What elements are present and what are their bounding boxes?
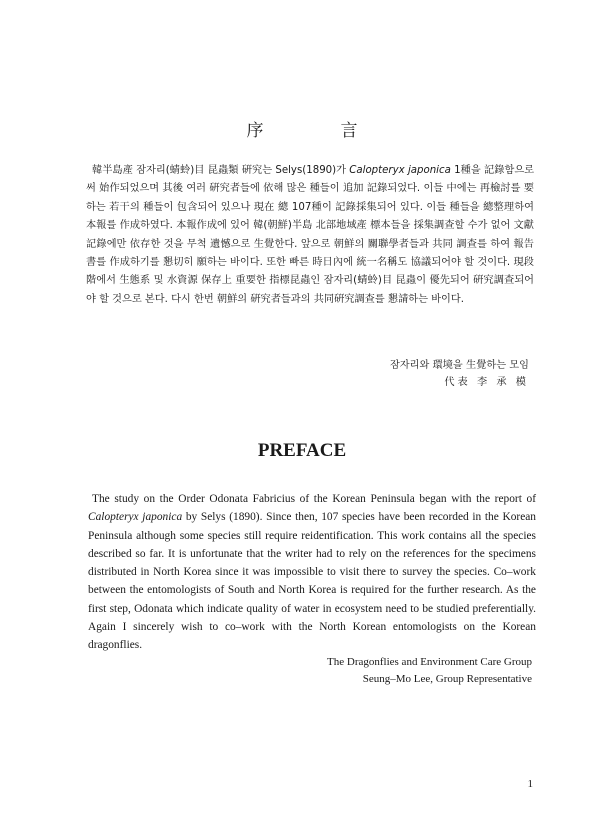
english-signature xyxy=(327,654,532,688)
korean-body-part1: 韓半島產 잠자리(蜻蛉)目 昆蟲類 硏究는 Selys(1890)가 xyxy=(92,165,350,176)
korean-body-part2: 1種을 記錄함으로써 始作되었으며 其後 여러 硏究者들에 依해 많은 種들이 追加 記錄되었다. 이들 中에는 再檢討를 要하는 若干의 種들이 包含되어 있으나 現在 總 107種이 記錄採集되어 있다. 이들 種들을 總整理하여 本報를 作成하였다. 本報作成에 있어 韓(朝鮮)半島 北部地域產 標本들을 採集調查할 수가 없어 文獻記錄에만 依存한 것을 무척 遺憾으로 生覺한다. 앞으로 朝鮮의 關聯學者들과 共同 調查를 하여 報告書를 作成하기를 懇切히 願하는 바이다. 또한 빠른 時日內에 統一名稱도 協議되어야 할 것이다. 現段階에서 生態系 및 水資源 保存上 重要한 指標昆蟲인 잠자리(蜻蛉)目 昆蟲이 優先되어 硏究調查되어야 할 것으로 본다. 다시 한번 朝鮮의 硏究者들과의 共同硏究調查를 懇請하는 바이다. xyxy=(86,165,535,305)
english-signature-rep: Seung–Mo Lee, Group Representative xyxy=(362,673,532,685)
korean-signature-org: 잠자리와 環境을 生覺하는 모임 xyxy=(389,360,529,371)
english-species-name: Calopteryx japonica xyxy=(88,511,183,524)
korean-species-name: Calopteryx japonica xyxy=(349,165,451,176)
korean-signature xyxy=(390,357,529,391)
english-body-part1: The study on the Order Odonata Fabricius of the Korean Peninsula began with the report of xyxy=(92,493,536,505)
english-preface-title: PREFACE xyxy=(257,440,347,461)
korean-preface-body xyxy=(86,162,534,309)
english-signature-org: The Dragonflies and Environment Care Group xyxy=(327,656,532,668)
page-number: 1 xyxy=(527,778,533,790)
korean-preface-title: 序 言 xyxy=(246,121,388,141)
english-preface-body xyxy=(88,490,536,655)
english-body-part2: by Selys (1890). Since then, 107 species have been recorded in the Korean Peninsula although some species still require reidentification. This work contains all the species described so far. It is unfortunate that the writer had to rely on the references for the specimens distributed in North Korea since it was impossible to visit there to survey the species. Co–work between the entomologists of South and North Korea is required for the further research. As the first step, Odonata which indicate quality of water in ecosystem need to be studied preferentially. Again I sincerely wish to co–work with the North Korean entomologists on the Korean dragonflies. xyxy=(88,511,536,652)
korean-signature-rep: 代表 李 承 模 xyxy=(444,377,529,388)
